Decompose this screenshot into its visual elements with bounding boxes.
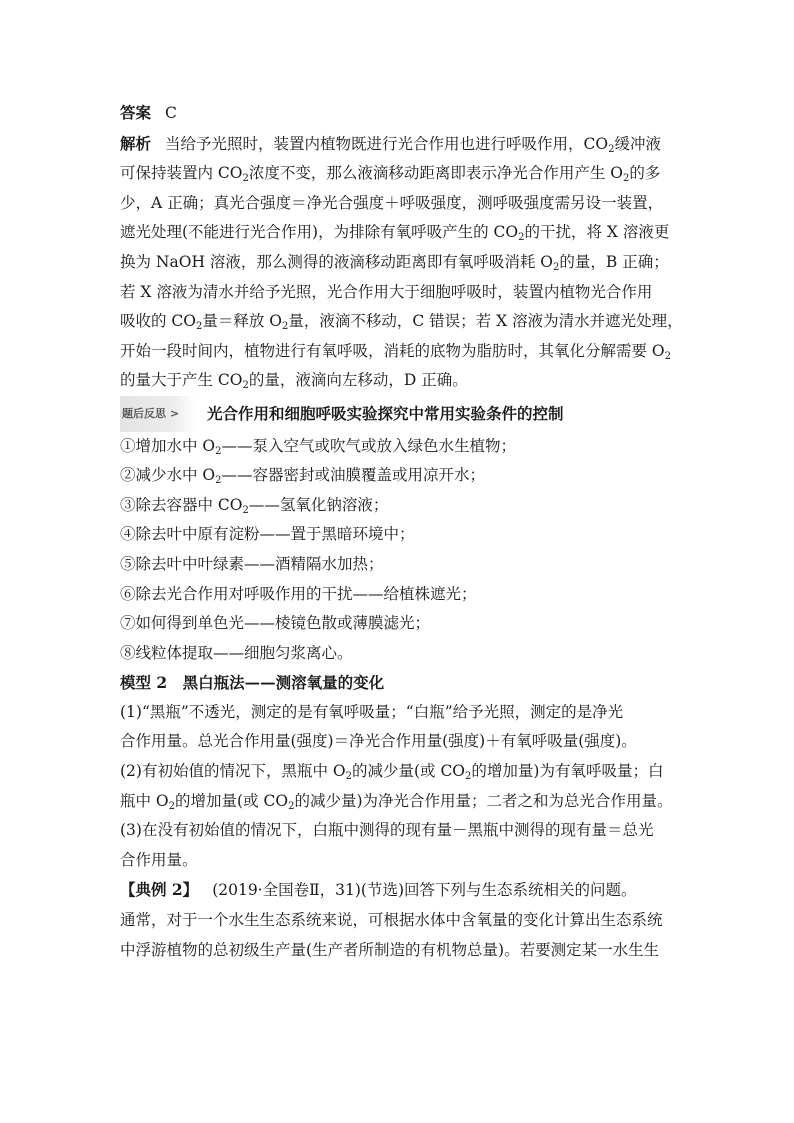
analysis-text: 的多	[629, 164, 661, 183]
analysis-section	[120, 129, 682, 396]
model-text: (2)有初始值的情况下，黑瓶中 O	[120, 762, 346, 781]
example-line-1: 通常，对于一个水生生态系统来说，可根据水体中含氧量的变化计算出生态系统	[120, 911, 663, 930]
analysis-text: 的量，液滴向左移动，D 正确。	[248, 371, 468, 390]
subscript: 2	[465, 771, 472, 783]
subscript: 2	[553, 261, 560, 273]
analysis-line-2	[120, 159, 682, 189]
model-text: 的增加量(或 CO	[175, 791, 289, 810]
example-label: 【典例 2】	[120, 880, 199, 900]
subscript: 2	[518, 232, 525, 244]
analysis-text: 当给予光照时，装置内植物既进行光合作用也进行呼吸作用，CO	[165, 134, 609, 153]
analysis-text: 的量，B 正确；	[559, 252, 669, 271]
subscript: 2	[623, 173, 630, 185]
subscript: 2	[215, 445, 222, 457]
analysis-label: 解析	[120, 133, 152, 153]
answer-label: 答案	[120, 103, 152, 122]
item-text: ——容器密封或油膜覆盖或用凉开水；	[221, 466, 486, 485]
model-paragraph-1a: (1)“黑瓶”不透光，测定的是有氧呼吸量；“白瓶”给予光照，测定的是净光	[120, 702, 624, 721]
list-item	[120, 461, 682, 491]
list-item: ⑧线粒体提取——细胞匀浆离心。	[120, 643, 353, 662]
analysis-text: 缓冲液	[614, 134, 661, 153]
subscript: 2	[288, 800, 295, 812]
analysis-text: 遮光处理(不能进行光合作用)，为排除有氧呼吸产生的 CO	[120, 223, 519, 242]
item-text: ③除去容器中 CO	[120, 495, 243, 514]
list-item: ⑦如何得到单色光——棱镜色散或薄膜滤光；	[120, 614, 431, 633]
model-paragraph-1b: 合作用量。总光合作用量(强度)＝净光合作用量(强度)＋有氧呼吸量(强度)。	[120, 732, 637, 751]
model-text: 的增加量)为有氧呼吸量；白	[471, 762, 664, 781]
model-text: 的减少量(或 CO	[351, 762, 466, 781]
analysis-text: 换为 NaOH 溶液，那么测得的液滴移动距离即有氧呼吸消耗 O	[120, 252, 554, 271]
model-paragraph-3a: (3)在没有初始值的情况下，白瓶中测得的现有量－黑瓶中测得的现有量＝总光	[120, 821, 654, 840]
example-source: (2019·全国卷Ⅱ，31)(节选)回答下列与生态系统相关的问题。	[212, 881, 637, 900]
analysis-text: 量＝释放 O	[202, 312, 283, 331]
subscript: 2	[215, 475, 222, 487]
subscript: 2	[196, 321, 203, 333]
model-paragraph-2a	[120, 757, 682, 787]
document-page	[120, 98, 682, 965]
analysis-text: 吸收的 CO	[120, 312, 196, 331]
subscript: 2	[242, 504, 249, 516]
analysis-line-5	[120, 248, 682, 278]
analysis-text: 可保持装置内 CO	[120, 164, 243, 183]
example-header	[120, 875, 682, 906]
answer-value: C	[165, 104, 177, 122]
model-paragraph-2b	[120, 787, 682, 817]
reflection-header	[120, 396, 682, 432]
list-item: ⑥除去光合作用对呼吸作用的干扰——给植株遮光；	[120, 584, 477, 603]
reflection-title: 光合作用和细胞呼吸实验探究中常用实验条件的控制	[207, 403, 564, 423]
example-section	[120, 875, 682, 965]
item-text: ——氢氧化钠溶液；	[248, 495, 389, 514]
analysis-line-4	[120, 218, 682, 248]
item-text: ——泵入空气或吹气或放入绿色水生植物；	[221, 436, 517, 455]
item-text: ②减少水中 O	[120, 466, 216, 485]
reflection-badge: 题后反思 >	[120, 396, 197, 432]
model-section	[120, 668, 682, 875]
analysis-line-6: 若 X 溶液为清水并给予光照，光合作用大于细胞呼吸时，装置内植物光合作用	[120, 282, 653, 301]
condition-list	[120, 432, 682, 669]
answer-line	[120, 98, 682, 129]
analysis-line-9	[120, 366, 682, 396]
subscript: 2	[242, 173, 249, 185]
subscript: 2	[345, 771, 352, 783]
analysis-text: 开始一段时间内，植物进行有氧呼吸，消耗的底物为脂肪时，其氧化分解需要 O	[120, 341, 665, 360]
item-text: ①增加水中 O	[120, 436, 216, 455]
analysis-line-1	[120, 129, 682, 160]
analysis-line-3: 少，A 正确；真光合强度＝净光合强度＋呼吸强度，测呼吸强度需另设一装置，	[120, 193, 664, 212]
list-item	[120, 432, 682, 462]
list-item	[120, 491, 682, 521]
subscript: 2	[282, 321, 289, 333]
analysis-text: 的干扰，将 X 溶液更	[524, 223, 670, 242]
model-text: 瓶中 O	[120, 791, 169, 810]
example-line-2: 中浮游植物的总初级生产量(生产者所制造的有机物总量)。若要测定某一水生生	[120, 940, 660, 959]
list-item: ⑤除去叶中叶绿素——酒精隔水加热；	[120, 554, 384, 573]
analysis-line-7	[120, 307, 682, 337]
analysis-text: 的量大于产生 CO	[120, 371, 243, 390]
subscript: 2	[608, 143, 615, 155]
subscript: 2	[242, 380, 249, 392]
model-title: 模型 2 黑白瓶法——测溶氧量的变化	[120, 673, 385, 693]
analysis-text: 量，液滴不移动，C 错误；若 X 溶液为清水并遮光处理，	[288, 312, 683, 331]
model-paragraph-3b: 合作用量。	[120, 850, 198, 869]
subscript: 2	[168, 800, 176, 812]
analysis-line-8	[120, 337, 682, 367]
list-item: ④除去叶中原有淀粉——置于黑暗环境中；	[120, 525, 415, 544]
model-text: 的减少量)为净光合作用量；二者之和为总光合作用量。	[294, 791, 673, 810]
subscript: 2	[664, 350, 672, 362]
analysis-text: 浓度不变，那么液滴移动距离即表示净光合作用产生 O	[248, 164, 624, 183]
